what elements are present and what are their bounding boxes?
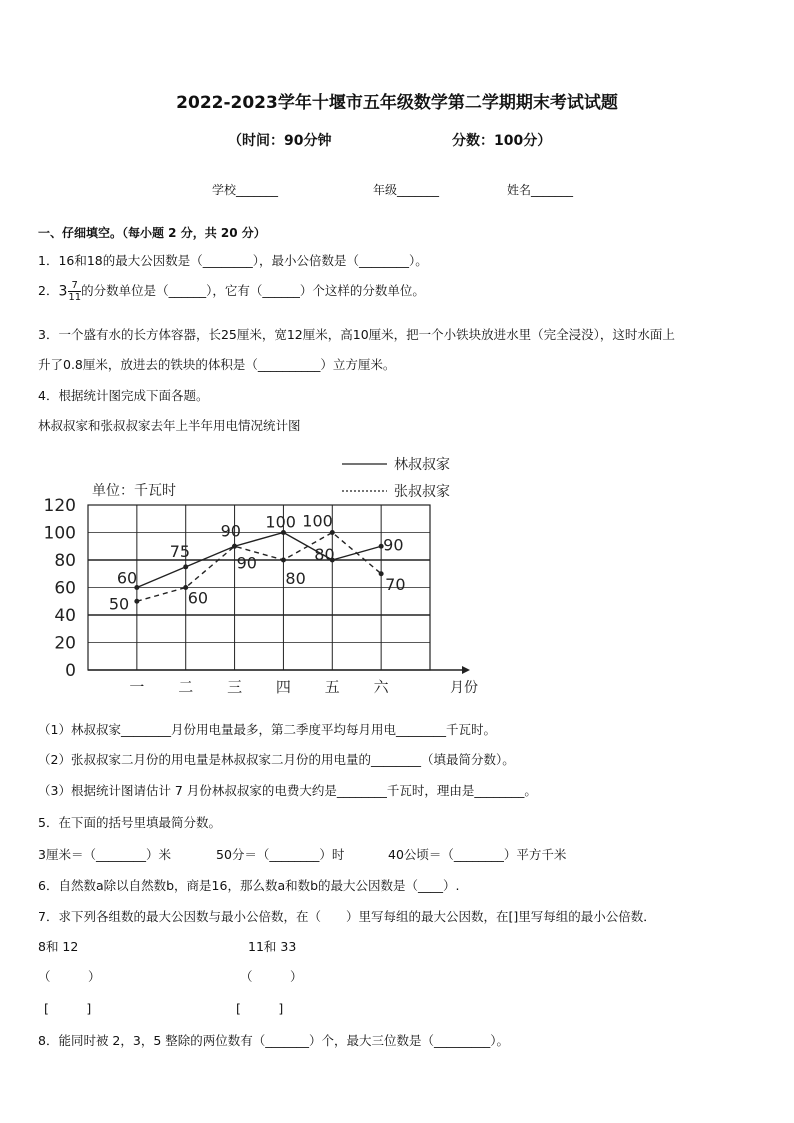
fraction-numerator: 7: [68, 280, 81, 292]
lcm-blank-2: [ ]: [236, 1001, 284, 1016]
question-7: 7．求下列各组数的最大公因数与最小公倍数，在（ ）里写每组的最大公因数，在[]里写每组的最小公倍数．: [38, 909, 656, 924]
question-5-c: 40公顷＝（________）平方千米: [388, 847, 567, 862]
data-point: [232, 544, 237, 549]
chart-legend: [342, 456, 450, 500]
chart-caption: 林叔叔家和张叔叔家去年上半年用电情况统计图: [38, 418, 301, 433]
question-3-line-2: 升了0.8厘米，放进去的铁块的体积是（__________）立方厘米。: [38, 357, 396, 372]
legend-label: 张叔叔家: [394, 484, 450, 500]
data-label: 100: [302, 511, 333, 531]
grade-field: 年级_______: [373, 183, 440, 197]
question-3-line-1: 3．一个盛有水的长方体容器，长25厘米，宽12厘米，高10厘米，把一个小铁块放进水里（完全浸没），这时水面上: [38, 327, 675, 342]
y-tick-label: 0: [65, 661, 76, 681]
legend-label: 林叔叔家: [394, 457, 450, 473]
y-tick-label: 40: [54, 606, 76, 626]
question-4-3: （3）根据统计图请估计 7 月份林叔叔家的电费大约是________千瓦时，理由是________。: [38, 783, 537, 798]
question-5-b: 50分＝（________）时: [216, 847, 345, 862]
question-7-group-1: 8和 12: [38, 939, 79, 954]
data-label: 80: [285, 569, 306, 588]
y-tick-label: 80: [54, 551, 76, 571]
data-point: [330, 530, 335, 535]
y-tick-label: 120: [43, 496, 76, 516]
name-field: 姓名_______: [507, 183, 574, 197]
x-tick-label: 一: [129, 678, 145, 696]
question-4: 4．根据统计图完成下面各题。: [38, 388, 209, 403]
x-tick-label: 六: [373, 678, 389, 696]
gcd-blank-2: （ ）: [240, 969, 303, 984]
line-chart: [30, 448, 490, 700]
question-2-text: 的分数单位是（______），它有（______）个这样的分数单位。: [81, 283, 425, 298]
data-label: 50: [108, 594, 130, 614]
gcd-blank-1: （ ）: [38, 969, 101, 984]
data-point: [281, 558, 286, 563]
lcm-blank-1: [ ]: [44, 1001, 92, 1016]
fraction-denominator: 11: [68, 292, 82, 303]
question-8: 8．能同时被 2，3，5 整除的两位数有（_______）个，最大三位数是（_________）。: [38, 1033, 510, 1048]
data-point: [183, 564, 188, 569]
question-1: 1．16和18的最大公因数是（________），最小公倍数是（________）。: [38, 253, 428, 268]
data-point: [379, 571, 384, 576]
x-tick-label: 二: [178, 678, 194, 696]
question-7-group-2: 11和 33: [248, 939, 297, 954]
mixed-number-whole: 3: [58, 283, 68, 300]
x-tick-label: 四: [275, 678, 291, 696]
x-axis-label: 月份: [450, 680, 478, 696]
y-tick-label: 100: [43, 523, 76, 544]
school-field: 学校_______: [212, 183, 279, 197]
question-2-prefix: 2．: [38, 283, 59, 298]
data-label: 60: [187, 588, 209, 608]
section-1-heading: 一、仔细填空。（每小题 2 分，共 20 分）: [38, 226, 266, 240]
question-4-1: （1）林叔叔家________月份用电量最多，第二季度平均每月用电________千瓦时。: [38, 722, 496, 737]
exam-score: 分数：100分）: [452, 133, 552, 149]
question-5: 5．在下面的括号里填最简分数。: [38, 815, 221, 830]
chart-labels: [44, 483, 478, 696]
exam-time: （时间：90分钟: [228, 133, 332, 149]
x-tick-label: 三: [227, 678, 243, 696]
y-tick-label: 60: [54, 578, 76, 599]
data-label: 90: [220, 521, 241, 541]
data-point: [134, 599, 139, 604]
page-title: 2022-2023学年十堰市五年级数学第二学期期末考试试题: [176, 93, 618, 113]
question-2: [38, 280, 425, 303]
x-tick-label: 五: [324, 678, 340, 696]
data-label: 90: [383, 535, 404, 555]
data-label: 90: [236, 553, 257, 573]
unit-label: 单位：千瓦时: [92, 483, 176, 499]
y-tick-label: 20: [54, 633, 76, 654]
chart-axes: [88, 666, 470, 674]
fraction: [68, 280, 81, 303]
x-axis-arrow-icon: [462, 666, 470, 674]
data-label: 60: [116, 568, 138, 588]
data-label: 80: [314, 545, 335, 564]
data-label: 70: [385, 574, 406, 594]
question-6: 6．自然数a除以自然数b，商是16，那么数a和数b的最大公因数是（____）.: [38, 878, 460, 893]
data-label: 75: [169, 541, 191, 561]
question-5-a: 3厘米＝（________）米: [38, 847, 171, 862]
question-4-2: （2）张叔叔家二月份的用电量是林叔叔家二月份的用电量的________（填最简分数）。: [38, 752, 515, 767]
data-label: 100: [265, 512, 296, 532]
